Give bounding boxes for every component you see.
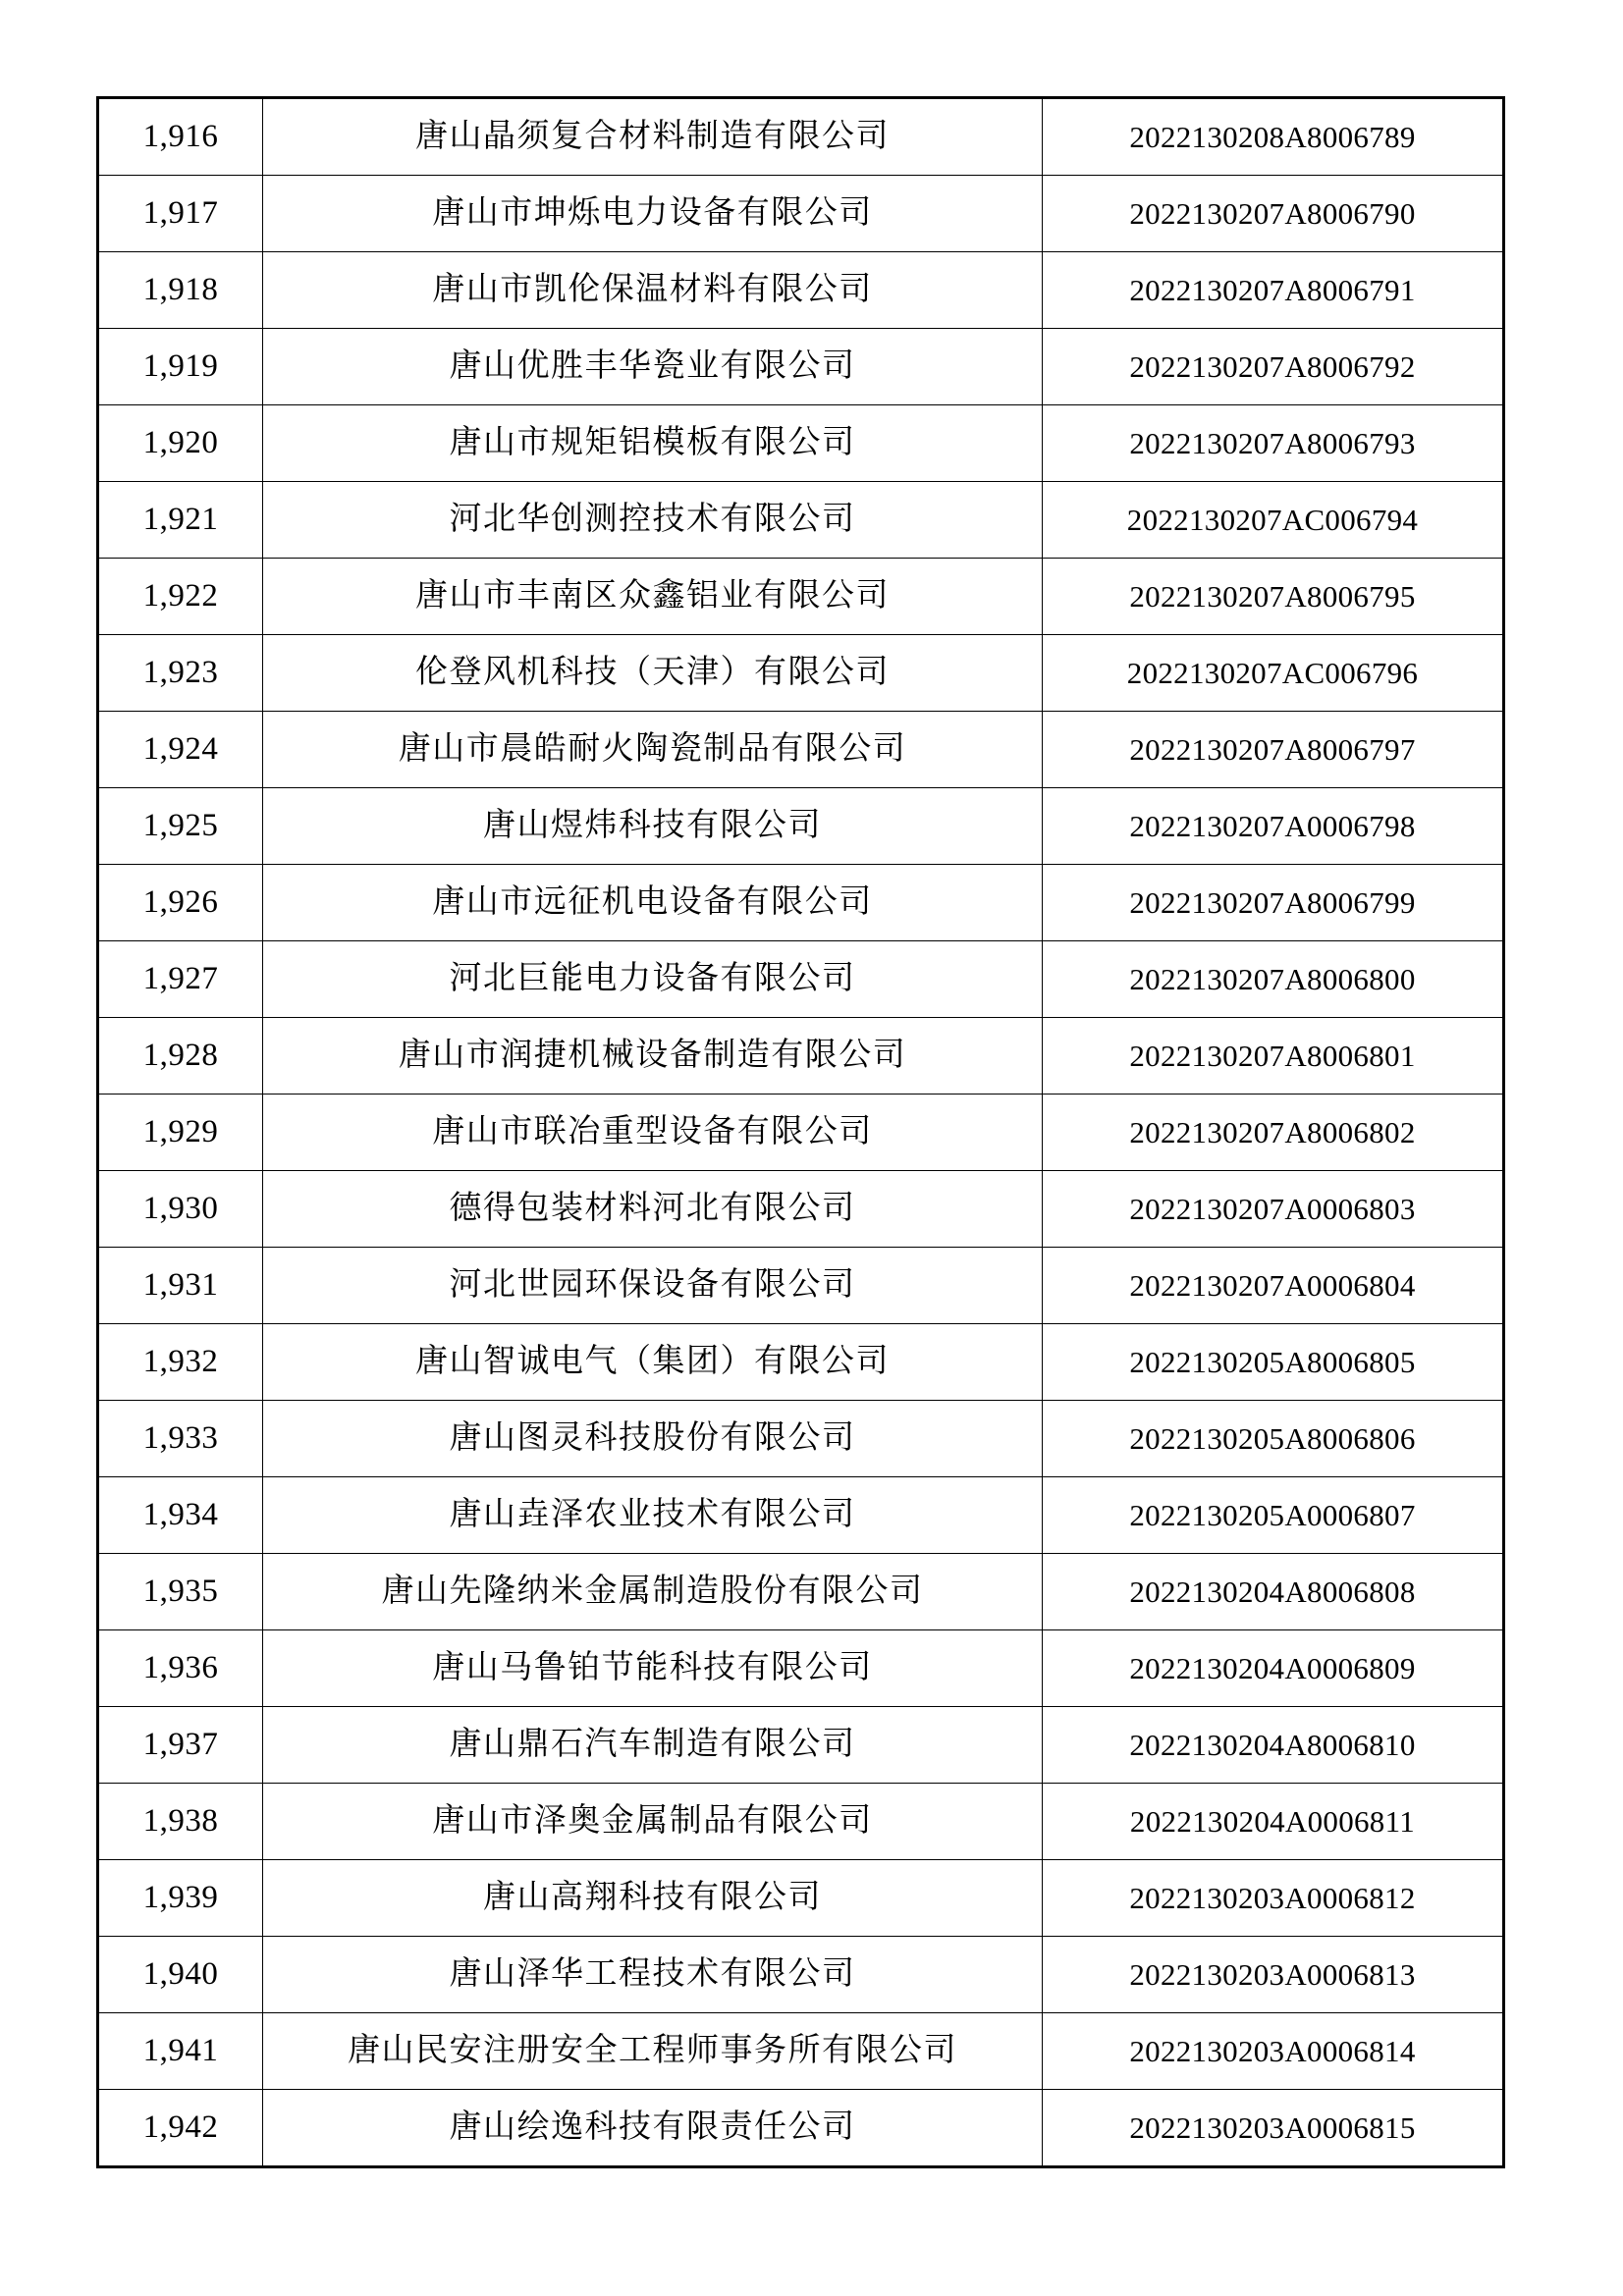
table-row bbox=[98, 1477, 1504, 1554]
company-name-cell: 唐山泽华工程技术有限公司 bbox=[263, 1937, 1043, 2013]
company-name-cell: 唐山马鲁铂节能科技有限公司 bbox=[263, 1630, 1043, 1707]
table-row bbox=[98, 176, 1504, 252]
company-name-cell: 唐山市泽奥金属制品有限公司 bbox=[263, 1784, 1043, 1860]
row-index-cell: 1,919 bbox=[98, 329, 263, 405]
row-index-cell: 1,937 bbox=[98, 1707, 263, 1784]
company-name-cell: 唐山图灵科技股份有限公司 bbox=[263, 1401, 1043, 1477]
registration-code-cell: 2022130204A0006809 bbox=[1043, 1630, 1504, 1707]
company-name-cell: 伦登风机科技（天津）有限公司 bbox=[263, 635, 1043, 712]
table-row bbox=[98, 788, 1504, 865]
table-row bbox=[98, 1171, 1504, 1248]
registration-code-cell: 2022130207A0006804 bbox=[1043, 1248, 1504, 1324]
company-name-cell: 唐山高翔科技有限公司 bbox=[263, 1860, 1043, 1937]
table-row bbox=[98, 1018, 1504, 1095]
company-registration-table bbox=[96, 96, 1505, 2168]
company-name-cell: 河北巨能电力设备有限公司 bbox=[263, 941, 1043, 1018]
registration-code-cell: 2022130203A0006814 bbox=[1043, 2013, 1504, 2090]
registration-code-cell: 2022130205A8006805 bbox=[1043, 1324, 1504, 1401]
company-name-cell: 唐山垚泽农业技术有限公司 bbox=[263, 1477, 1043, 1554]
company-name-cell: 唐山煜炜科技有限公司 bbox=[263, 788, 1043, 865]
row-index-cell: 1,918 bbox=[98, 252, 263, 329]
company-name-cell: 唐山市丰南区众鑫铝业有限公司 bbox=[263, 559, 1043, 635]
registration-code-cell: 2022130208A8006789 bbox=[1043, 98, 1504, 176]
row-index-cell: 1,934 bbox=[98, 1477, 263, 1554]
row-index-cell: 1,936 bbox=[98, 1630, 263, 1707]
company-name-cell: 唐山市晨皓耐火陶瓷制品有限公司 bbox=[263, 712, 1043, 788]
company-name-cell: 唐山市润捷机械设备制造有限公司 bbox=[263, 1018, 1043, 1095]
company-name-cell: 唐山市坤烁电力设备有限公司 bbox=[263, 176, 1043, 252]
row-index-cell: 1,924 bbox=[98, 712, 263, 788]
table-row bbox=[98, 2090, 1504, 2167]
company-name-cell: 德得包装材料河北有限公司 bbox=[263, 1171, 1043, 1248]
registration-code-cell: 2022130207A8006791 bbox=[1043, 252, 1504, 329]
registration-code-cell: 2022130207A8006792 bbox=[1043, 329, 1504, 405]
company-name-cell: 唐山先隆纳米金属制造股份有限公司 bbox=[263, 1554, 1043, 1630]
row-index-cell: 1,921 bbox=[98, 482, 263, 559]
table-row bbox=[98, 1860, 1504, 1937]
table-row bbox=[98, 559, 1504, 635]
registration-code-cell: 2022130203A0006812 bbox=[1043, 1860, 1504, 1937]
table-row bbox=[98, 1248, 1504, 1324]
row-index-cell: 1,940 bbox=[98, 1937, 263, 2013]
row-index-cell: 1,916 bbox=[98, 98, 263, 176]
registration-code-cell: 2022130207A0006798 bbox=[1043, 788, 1504, 865]
row-index-cell: 1,939 bbox=[98, 1860, 263, 1937]
row-index-cell: 1,942 bbox=[98, 2090, 263, 2167]
row-index-cell: 1,931 bbox=[98, 1248, 263, 1324]
company-name-cell: 唐山民安注册安全工程师事务所有限公司 bbox=[263, 2013, 1043, 2090]
listing-table-container bbox=[96, 96, 1502, 2168]
registration-code-cell: 2022130207A8006797 bbox=[1043, 712, 1504, 788]
company-name-cell: 河北华创测控技术有限公司 bbox=[263, 482, 1043, 559]
company-name-cell: 唐山晶须复合材料制造有限公司 bbox=[263, 98, 1043, 176]
company-name-cell: 唐山市凯伦保温材料有限公司 bbox=[263, 252, 1043, 329]
registration-code-cell: 2022130204A0006811 bbox=[1043, 1784, 1504, 1860]
table-row bbox=[98, 405, 1504, 482]
row-index-cell: 1,932 bbox=[98, 1324, 263, 1401]
row-index-cell: 1,923 bbox=[98, 635, 263, 712]
table-row bbox=[98, 482, 1504, 559]
table-row bbox=[98, 1401, 1504, 1477]
registration-code-cell: 2022130207A8006799 bbox=[1043, 865, 1504, 941]
row-index-cell: 1,927 bbox=[98, 941, 263, 1018]
registration-code-cell: 2022130203A0006813 bbox=[1043, 1937, 1504, 2013]
row-index-cell: 1,922 bbox=[98, 559, 263, 635]
row-index-cell: 1,935 bbox=[98, 1554, 263, 1630]
row-index-cell: 1,928 bbox=[98, 1018, 263, 1095]
registration-code-cell: 2022130207AC006794 bbox=[1043, 482, 1504, 559]
table-row bbox=[98, 635, 1504, 712]
row-index-cell: 1,930 bbox=[98, 1171, 263, 1248]
table-row bbox=[98, 2013, 1504, 2090]
registration-code-cell: 2022130203A0006815 bbox=[1043, 2090, 1504, 2167]
table-row bbox=[98, 1095, 1504, 1171]
table-row bbox=[98, 1707, 1504, 1784]
registration-code-cell: 2022130207A8006795 bbox=[1043, 559, 1504, 635]
table-row bbox=[98, 329, 1504, 405]
registration-code-cell: 2022130207A8006790 bbox=[1043, 176, 1504, 252]
registration-code-cell: 2022130207A8006793 bbox=[1043, 405, 1504, 482]
row-index-cell: 1,941 bbox=[98, 2013, 263, 2090]
row-index-cell: 1,917 bbox=[98, 176, 263, 252]
table-row bbox=[98, 865, 1504, 941]
row-index-cell: 1,929 bbox=[98, 1095, 263, 1171]
registration-code-cell: 2022130205A0006807 bbox=[1043, 1477, 1504, 1554]
row-index-cell: 1,938 bbox=[98, 1784, 263, 1860]
row-index-cell: 1,920 bbox=[98, 405, 263, 482]
registration-code-cell: 2022130207A8006800 bbox=[1043, 941, 1504, 1018]
row-index-cell: 1,926 bbox=[98, 865, 263, 941]
table-row bbox=[98, 1784, 1504, 1860]
company-name-cell: 唐山智诚电气（集团）有限公司 bbox=[263, 1324, 1043, 1401]
company-name-cell: 唐山市远征机电设备有限公司 bbox=[263, 865, 1043, 941]
table-body bbox=[98, 98, 1504, 2167]
table-row bbox=[98, 941, 1504, 1018]
company-name-cell: 唐山市联冶重型设备有限公司 bbox=[263, 1095, 1043, 1171]
registration-code-cell: 2022130207A0006803 bbox=[1043, 1171, 1504, 1248]
company-name-cell: 唐山优胜丰华瓷业有限公司 bbox=[263, 329, 1043, 405]
row-index-cell: 1,925 bbox=[98, 788, 263, 865]
registration-code-cell: 2022130204A8006808 bbox=[1043, 1554, 1504, 1630]
company-name-cell: 唐山鼎石汽车制造有限公司 bbox=[263, 1707, 1043, 1784]
table-row bbox=[98, 1630, 1504, 1707]
table-row bbox=[98, 1937, 1504, 2013]
registration-code-cell: 2022130207A8006802 bbox=[1043, 1095, 1504, 1171]
row-index-cell: 1,933 bbox=[98, 1401, 263, 1477]
company-name-cell: 河北世园环保设备有限公司 bbox=[263, 1248, 1043, 1324]
table-row bbox=[98, 712, 1504, 788]
registration-code-cell: 2022130207A8006801 bbox=[1043, 1018, 1504, 1095]
table-row bbox=[98, 252, 1504, 329]
company-name-cell: 唐山绘逸科技有限责任公司 bbox=[263, 2090, 1043, 2167]
table-row bbox=[98, 1554, 1504, 1630]
registration-code-cell: 2022130207AC006796 bbox=[1043, 635, 1504, 712]
table-row bbox=[98, 98, 1504, 176]
registration-code-cell: 2022130205A8006806 bbox=[1043, 1401, 1504, 1477]
table-row bbox=[98, 1324, 1504, 1401]
company-name-cell: 唐山市规矩铝模板有限公司 bbox=[263, 405, 1043, 482]
registration-code-cell: 2022130204A8006810 bbox=[1043, 1707, 1504, 1784]
